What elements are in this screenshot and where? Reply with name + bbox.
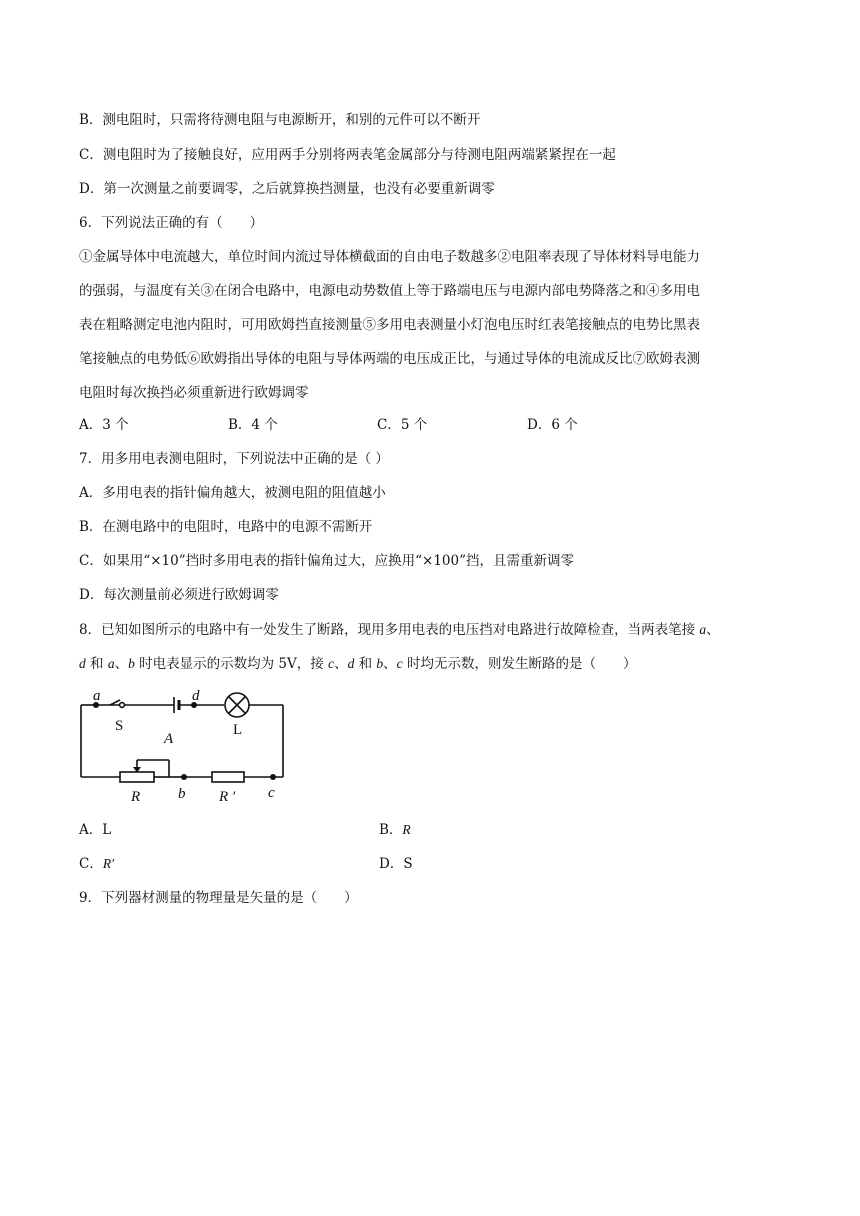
q8-text: 时电表显示的示数均为 5V，接 [134,656,329,672]
q8-stem-line2 [79,655,636,673]
q8-stem-line1 [79,621,720,639]
q8-text: 和 [354,656,377,672]
label-A: A [164,731,174,747]
q8-option-b [379,821,411,839]
q8-text: 、 [383,656,397,672]
q8-option-b-var: R [402,822,411,837]
q8-option-d: D．S [379,856,413,872]
q8-option-c [79,855,114,873]
q9-stem: 9．下列器材测量的物理量是矢量的是（ ） [79,890,358,906]
q6-body-line: 电阻时每次换挡必须重新进行欧姆调零 [79,385,309,401]
q6-option-d: D．6 个 [527,417,578,433]
q8-text: 、 [334,656,348,672]
q6-option-c: C．5 个 [377,417,428,433]
q8-option-b-prefix: B． [379,822,403,838]
q8-option-c-var: R′ [102,856,115,871]
q6-body-line: ①金属导体中电流越大，单位时间内流过导体横截面的自由电子数越多②电阻率表现了导体材料导电能力 [79,249,700,265]
q8-variable: a [699,622,707,637]
rheostat-body [120,772,154,782]
label-l: L [233,722,243,738]
q6-body-line: 表在粗略测定电池内阻时，可用欧姆挡直接测量⑤多用电表测量小灯泡电压时红表笔接触点的电势比黑表 [79,317,700,333]
q6-option-b: B．4 个 [228,417,278,433]
q6-body-line: 的强弱，与温度有关③在闭合电路中，电源电动势数值上等于路端电压与电源内部电势降落之和④多用电 [79,283,700,299]
label-b: b [178,786,186,802]
q8-text: 和 [85,656,108,672]
q7-option-d: D．每次测量前必须进行欧姆调零 [79,587,279,603]
label-a: a [93,688,101,704]
q8-text: 8．已知如图所示的电路中有一处发生了断路，现用多用电表的电压挡对电路进行故障检查，当两表笔接 [79,622,700,638]
label-R: R [131,789,141,805]
q6-stem: 6．下列说法正确的有（ ） [79,215,264,231]
q8-variable: c [396,656,403,671]
q8-text: 时均无示数，则发生断路的是（ ） [402,656,637,672]
label-s: S [115,718,124,734]
q8-variable: b [128,656,135,671]
q8-variable: d [79,656,86,671]
q8-variable: d [347,656,355,671]
label-R-prime: R ′ [219,789,236,805]
circuit-diagram [76,686,296,806]
q8-text: 、 [114,656,129,672]
q5-option-c: C．测电阻时为了接触良好，应用两手分别将两表笔金属部分与待测电阻两端紧紧捏在一起 [79,147,616,163]
label-c: c [268,785,275,801]
node-b [181,774,187,780]
q8-text: 、 [706,622,720,638]
q7-option-a: A．多用电表的指针偏角越大，被测电阻的阻值越小 [79,485,386,501]
node-c [270,774,276,780]
q5-option-d: D．第一次测量之前要调零，之后就算换挡测量，也没有必要重新调零 [79,181,495,197]
q6-option-a: A．3 个 [79,417,129,433]
q7-option-c: C．如果用“×10”挡时多用电表的指针偏角过大，应换用“×100”挡，且需重新调零 [79,553,575,569]
q6-body-line: 笔接触点的电势低⑥欧姆指出导体的电阻与导体两端的电压成正比，与通过导体的电流成反比⑦欧姆表测 [79,351,700,367]
resistor-body [212,772,244,782]
q7-stem: 7．用多用电表测电阻时，下列说法中正确的是（ ） [79,451,389,467]
q8-option-c-prefix: C． [79,856,103,872]
q5-option-b: B．测电阻时，只需将待测电阻与电源断开，和别的元件可以不断开 [79,112,481,128]
q8-variable: c [328,656,335,671]
q7-option-b: B．在测电路中的电阻时，电路中的电源不需断开 [79,519,373,535]
q8-variable: a [107,656,115,671]
q8-variable: b [376,656,384,671]
label-d: d [192,688,200,704]
q8-option-a: A．L [79,822,112,838]
switch-contact [120,703,125,708]
